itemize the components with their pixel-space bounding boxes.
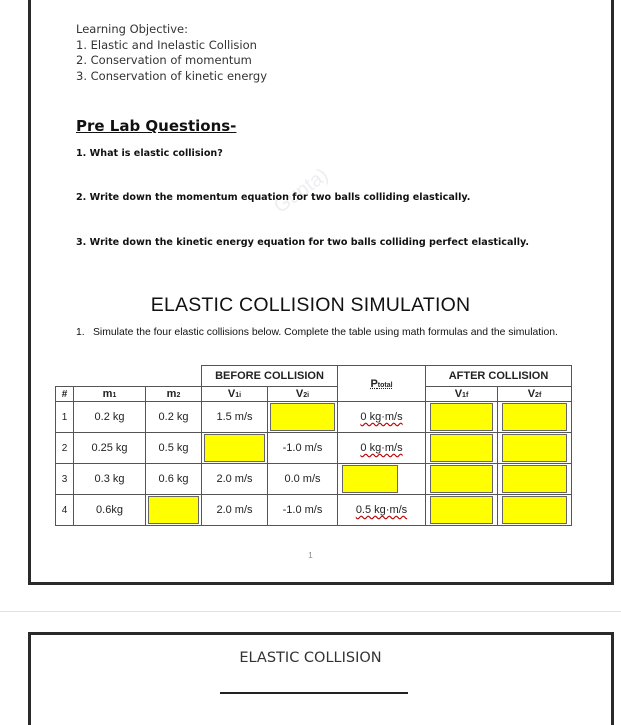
table-row (56, 495, 572, 526)
table-row (56, 464, 572, 495)
page-separator (0, 611, 621, 612)
m2-blank-cell[interactable] (146, 495, 202, 526)
v1f-blank-cell[interactable] (426, 433, 498, 464)
row-number: 1 (56, 402, 74, 433)
v2i-header (268, 387, 338, 402)
v1f-subscript: 1f (462, 392, 469, 399)
v1i-header (202, 387, 268, 402)
table-row (56, 402, 572, 433)
v1f-header (426, 387, 498, 402)
prelab-question-1: 1. What is elastic collision? (76, 148, 223, 159)
v1f-blank-cell[interactable] (426, 402, 498, 433)
page-number: 1 (308, 551, 313, 560)
v1i-cell: 2.0 m/s (202, 464, 268, 495)
learning-objectives (76, 22, 267, 84)
simulation-instruction (76, 327, 566, 340)
v2f-blank-cell[interactable] (498, 464, 572, 495)
answer-box[interactable] (430, 496, 493, 524)
objective-item: 1. Elastic and Inelastic Collision (76, 37, 257, 52)
v1f-symbol: V (454, 388, 463, 400)
objective-item: 2. Conservation of momentum (76, 53, 252, 67)
answer-box[interactable] (430, 434, 493, 462)
num-header: # (56, 387, 74, 402)
answer-box[interactable] (502, 496, 567, 524)
v2f-blank-cell[interactable] (498, 433, 572, 464)
v2i-cell: -1.0 m/s (268, 433, 338, 464)
ptotal-symbol: P (370, 377, 378, 390)
v2i-subscript: 2i (303, 392, 310, 399)
ptotal-value: 0 kg·m/s (360, 411, 403, 423)
answer-box[interactable] (502, 434, 567, 462)
v2f-blank-cell[interactable] (498, 495, 572, 526)
m1-cell: 0.6kg (74, 495, 146, 526)
ptotal-cell (338, 495, 426, 526)
v2i-blank-cell[interactable] (268, 402, 338, 433)
prelab-question-3: 3. Write down the kinetic energy equation for two balls colliding perfect elastically. (76, 237, 530, 248)
next-page-title: ELASTIC COLLISION (239, 650, 382, 666)
v1i-cell: 2.0 m/s (202, 495, 268, 526)
row-number: 4 (56, 495, 74, 526)
answer-box[interactable] (502, 465, 567, 493)
m2-header (146, 387, 202, 402)
table-row (56, 433, 572, 464)
answer-box[interactable] (430, 465, 493, 493)
ptotal-subscript: total (377, 381, 393, 389)
instruction-number: 1. (76, 327, 85, 338)
v2i-cell: -1.0 m/s (268, 495, 338, 526)
ptotal-value: 0.5 kg·m/s (355, 504, 408, 516)
prelab-title: Pre Lab Questions- (76, 117, 237, 135)
next-page-border (28, 632, 614, 725)
v1f-blank-cell[interactable] (426, 464, 498, 495)
m1-cell: 0.3 kg (74, 464, 146, 495)
prelab-question-2: 2. Write down the momentum equation for two balls colliding elastically. (76, 192, 471, 203)
v1i-symbol: V (227, 388, 236, 400)
simulation-title: ELASTIC COLLISION SIMULATION (150, 294, 471, 316)
m2-subscript: 2 (176, 392, 181, 399)
m1-cell: 0.2 kg (74, 402, 146, 433)
after-collision-header: AFTER COLLISION (426, 366, 572, 387)
v1f-blank-cell[interactable] (426, 495, 498, 526)
answer-box[interactable] (270, 403, 335, 431)
answer-box[interactable] (148, 496, 199, 524)
v2f-blank-cell[interactable] (498, 402, 572, 433)
ptotal-cell (338, 402, 426, 433)
objectives-heading: Learning Objective: (76, 22, 188, 36)
m1-cell: 0.25 kg (74, 433, 146, 464)
v2f-subscript: 2f (535, 392, 542, 399)
v2i-cell: 0.0 m/s (268, 464, 338, 495)
answer-box[interactable] (204, 434, 265, 462)
row-number: 2 (56, 433, 74, 464)
ptotal-value: 0 kg·m/s (360, 442, 403, 454)
v2i-symbol: V (295, 388, 304, 400)
v2f-header (498, 387, 572, 402)
answer-box[interactable] (430, 403, 493, 431)
v1i-cell: 1.5 m/s (202, 402, 268, 433)
m2-cell: 0.2 kg (146, 402, 202, 433)
next-page-underline (220, 692, 408, 694)
answer-box[interactable] (342, 465, 398, 493)
ptotal-cell (338, 433, 426, 464)
instruction-text: Simulate the four elastic collisions below. Complete the table using math formulas and the simulation. (93, 327, 558, 338)
watermark: Gupta) (270, 164, 333, 218)
m1-symbol: m (102, 388, 113, 400)
row-number: 3 (56, 464, 74, 495)
objective-item: 3. Conservation of kinetic energy (76, 68, 268, 83)
answer-box[interactable] (502, 403, 567, 431)
ptotal-header (338, 366, 426, 402)
m1-header (74, 387, 146, 402)
v2f-symbol: V (527, 388, 536, 400)
m1-subscript: 1 (112, 392, 117, 399)
m2-symbol: m (166, 388, 177, 400)
ptotal-blank-cell[interactable] (338, 464, 426, 495)
m2-cell: 0.5 kg (146, 433, 202, 464)
m2-cell: 0.6 kg (146, 464, 202, 495)
collision-table (55, 365, 572, 526)
v1i-blank-cell[interactable] (202, 433, 268, 464)
before-collision-header: BEFORE COLLISION (202, 366, 338, 387)
v1i-subscript: 1i (235, 392, 242, 399)
